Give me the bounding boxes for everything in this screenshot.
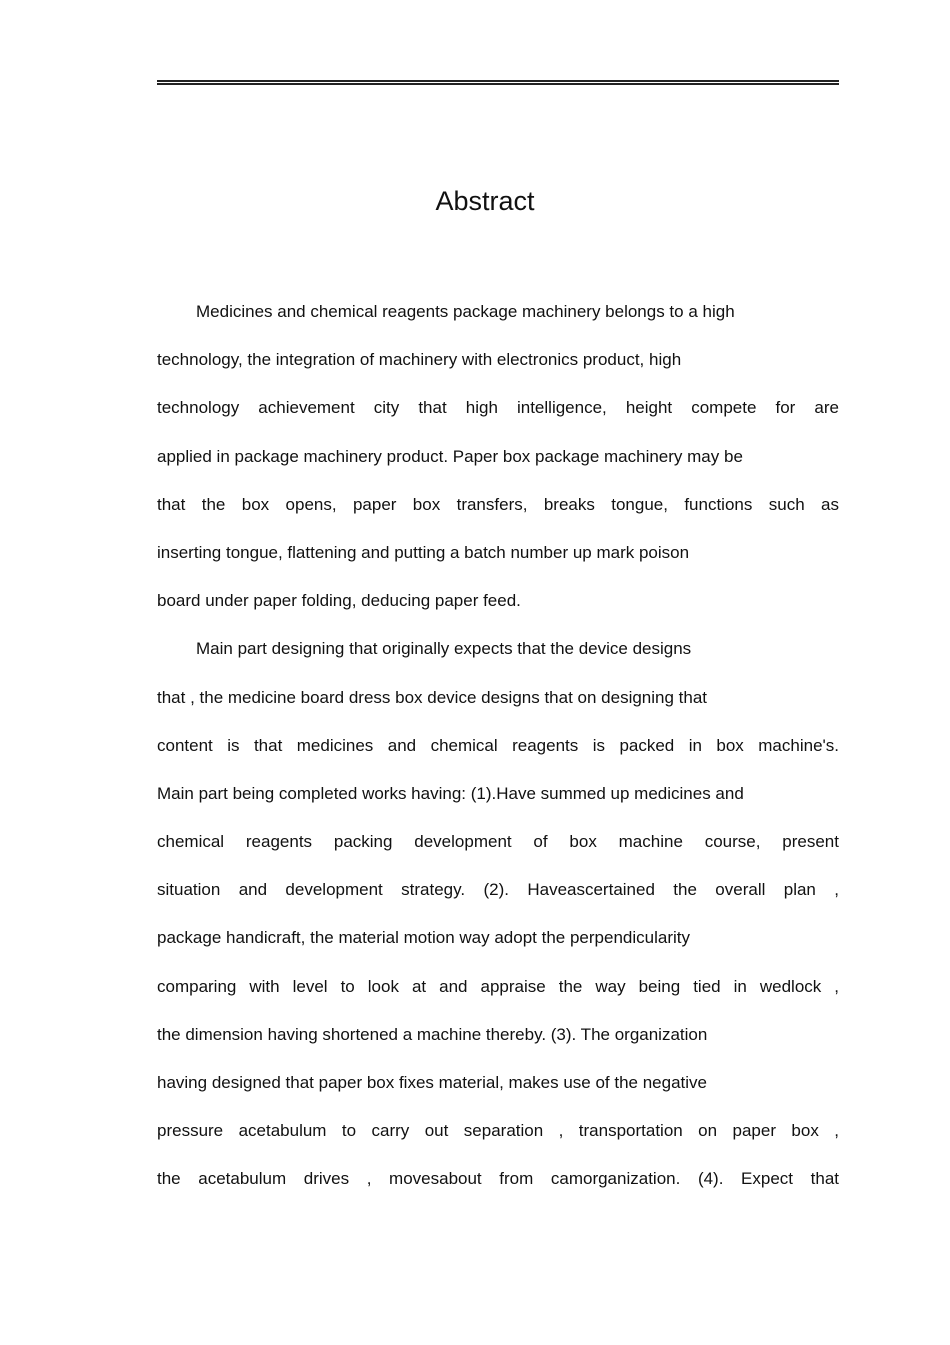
text-line-18: pressure acetabulum to carry out separation , transportation on paper box , xyxy=(157,1121,839,1141)
text-line-7: board under paper folding, deducing paper feed. xyxy=(157,591,521,611)
text-line-12: chemical reagents packing development of box machine course, present xyxy=(157,832,839,852)
page-title: Abstract xyxy=(435,186,535,216)
text-line-3: technology achievement city that high intelligence, height compete for are xyxy=(157,398,839,418)
text-line-16: the dimension having shortened a machine thereby. (3). The organization xyxy=(157,1024,708,1044)
header-rule-bottom xyxy=(157,83,839,85)
text-line-15: comparing with level to look at and appraise the way being tied in wedlock , xyxy=(157,976,839,996)
abstract-body xyxy=(157,300,839,1216)
header-rule-top xyxy=(157,80,839,82)
text-line-13: situation and development strategy. (2). Haveascertained the overall plan , xyxy=(157,880,839,900)
text-line-1: Medicines and chemical reagents package machinery belongs to a high xyxy=(196,302,735,321)
text-line-11: Main part being completed works having: (1).Have summed up medicines and xyxy=(157,783,744,803)
text-line-19: the acetabulum drives , movesabout from camorganization. (4). Expect that xyxy=(157,1169,839,1189)
text-line-5: that the box opens, paper box transfers, breaks tongue, functions such as xyxy=(157,494,839,514)
text-line-2: technology, the integration of machinery with electronics product, high xyxy=(157,350,682,370)
text-line-10: content is that medicines and chemical reagents is packed in box machine's. xyxy=(157,735,839,755)
text-line-4: applied in package machinery product. Paper box package machinery may be xyxy=(157,446,743,466)
text-line-9: that , the medicine board dress box device designs that on designing that xyxy=(157,687,708,707)
text-line-14: package handicraft, the material motion way adopt the perpendicularity xyxy=(157,928,690,948)
text-line-17: having designed that paper box fixes material, makes use of the negative xyxy=(157,1073,708,1092)
text-line-8: Main part designing that originally expects that the device designs xyxy=(196,639,692,659)
text-line-6: inserting tongue, flattening and putting a batch number up mark poison xyxy=(157,542,690,562)
